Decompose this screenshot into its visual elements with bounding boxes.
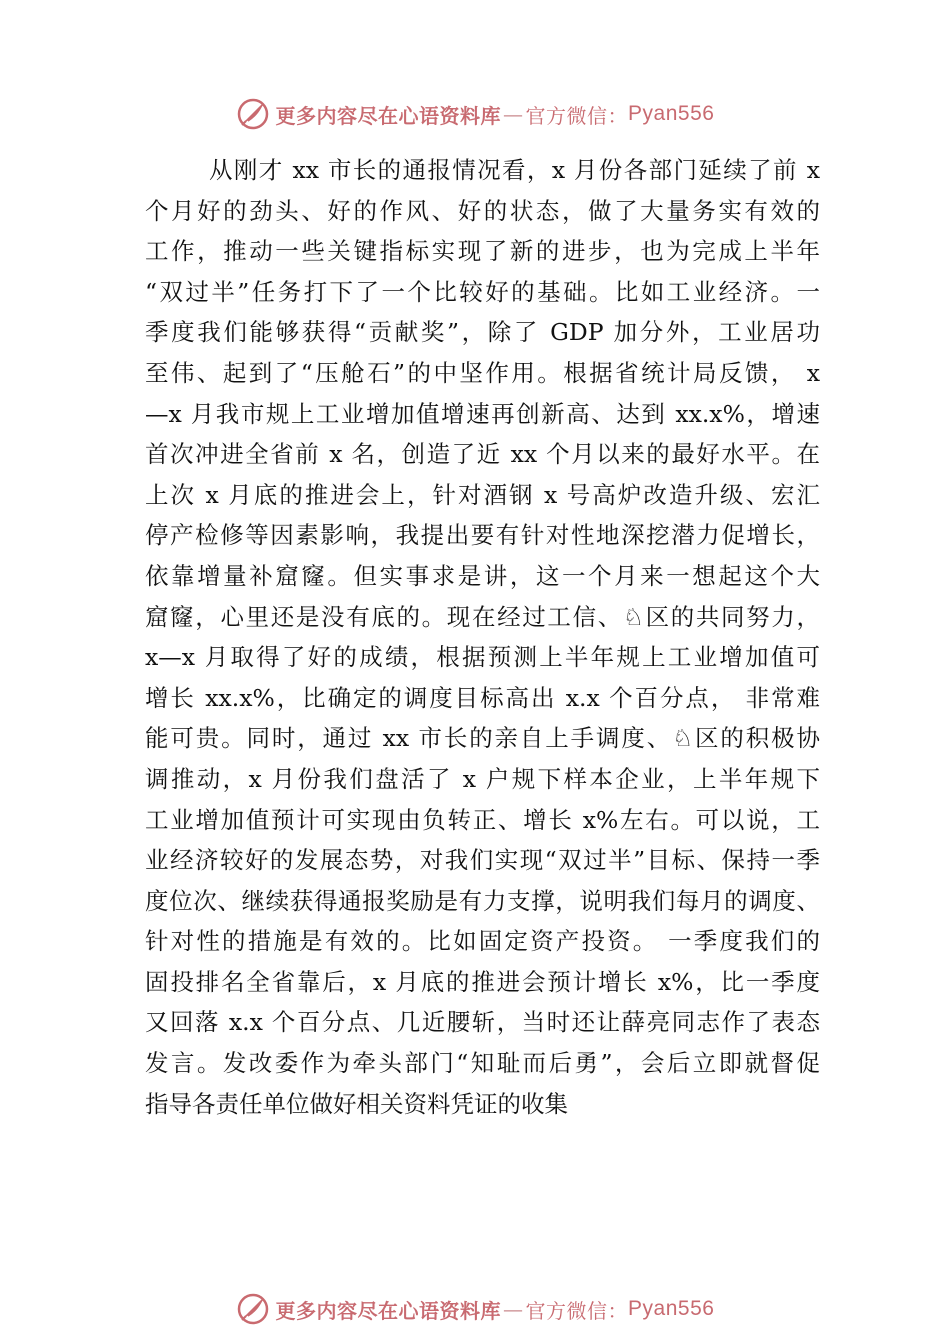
text-line: 个月好的劲头、好的作风、好的状态，做了大量务实有效的 [145, 196, 820, 225]
text-line: 季度我们能够获得“贡献奖”，除了 GDP 加分外，工业居功 [145, 318, 820, 347]
text-line: 上次 x 月底的推进会上，针对酒钢 x 号高炉改造升级、宏汇 [145, 480, 820, 509]
text-line: 又回落 x.x 个百分点、几近腰斩，当时还让薛亮同志作了表态 [145, 1008, 820, 1037]
quill-logo-icon [236, 1292, 270, 1326]
watermark-prefix: 更多内容尽在心语资料库 [275, 1298, 502, 1323]
text-line: 固投排名全省靠后，x 月底的推进会预计增长 x%，比一季度 [145, 967, 820, 996]
header-watermark [0, 94, 950, 134]
text-line: —x 月我市规上工业增加值增速再创新高、达到 xx.x%，增速 [145, 399, 820, 428]
text-line: 增长 xx.x%，比确定的调度目标高出 x.x 个百分点， 非常难 [145, 683, 820, 712]
quill-logo-icon [236, 97, 270, 131]
text-line: 发言。发改委作为牵头部门“知耻而后勇”，会后立即就督促 [145, 1049, 820, 1078]
text-line: 工作，推动一些关键指标实现了新的进步，也为完成上半年 [145, 237, 820, 266]
watermark-wechat-id: Pyan556 [628, 102, 715, 125]
text-line: 首次冲进全省前 x 名，创造了近 xx 个月以来的最好水平。在 [145, 440, 820, 469]
text-line: 窟窿，心里还是没有底的。现在经过工信、♘区的共同努力， [145, 602, 820, 631]
text-line: 针对性的措施是有效的。比如固定资产投资。 一季度我们的 [145, 927, 820, 956]
watermark-wechat-id: Pyan556 [628, 1297, 715, 1320]
watermark-prefix: 更多内容尽在心语资料库 [275, 103, 502, 128]
text-line: 从刚才 xx 市长的通报情况看，x 月份各部门延续了前 x [209, 156, 820, 184]
text-line: 工业增加值预计可实现由负转正、增长 x%左右。可以说，工 [145, 805, 820, 834]
watermark-dash: — [503, 102, 524, 126]
text-line: 度位次、继续获得通报奖励是有力支撑，说明我们每月的调度、 [145, 886, 820, 915]
text-line: x—x 月取得了好的成绩，根据预测上半年规上工业增加值可 [145, 643, 820, 672]
watermark-wechat-label: 官方微信： [525, 1298, 629, 1323]
text-line: 停产检修等因素影响，我提出要有针对性地深挖潜力促增长， [145, 521, 820, 550]
watermark-wechat-label: 官方微信： [525, 103, 629, 128]
text-line: 至伟、起到了“压舱石”的中坚作用。根据省统计局反馈， x [145, 358, 820, 387]
text-line: 依靠增量补窟窿。但实事求是讲，这一个月来一想起这个大 [145, 561, 820, 590]
text-line: “双过半”任务打下了一个比较好的基础。比如工业经济。一 [145, 277, 820, 306]
text-line: 指导各责任单位做好相关资料凭证的收集 [145, 1089, 568, 1118]
text-line: 能可贵。同时，通过 xx 市长的亲自上手调度、♘区的积极协 [145, 724, 820, 753]
text-line: 调推动，x 月份我们盘活了 x 户规下样本企业，上半年规下 [145, 764, 820, 793]
footer-watermark [0, 1289, 950, 1329]
watermark-dash: — [503, 1297, 524, 1321]
text-line: 业经济较好的发展态势，对我们实现“双过半”目标、保持一季 [145, 846, 820, 875]
document-body [145, 150, 820, 1124]
